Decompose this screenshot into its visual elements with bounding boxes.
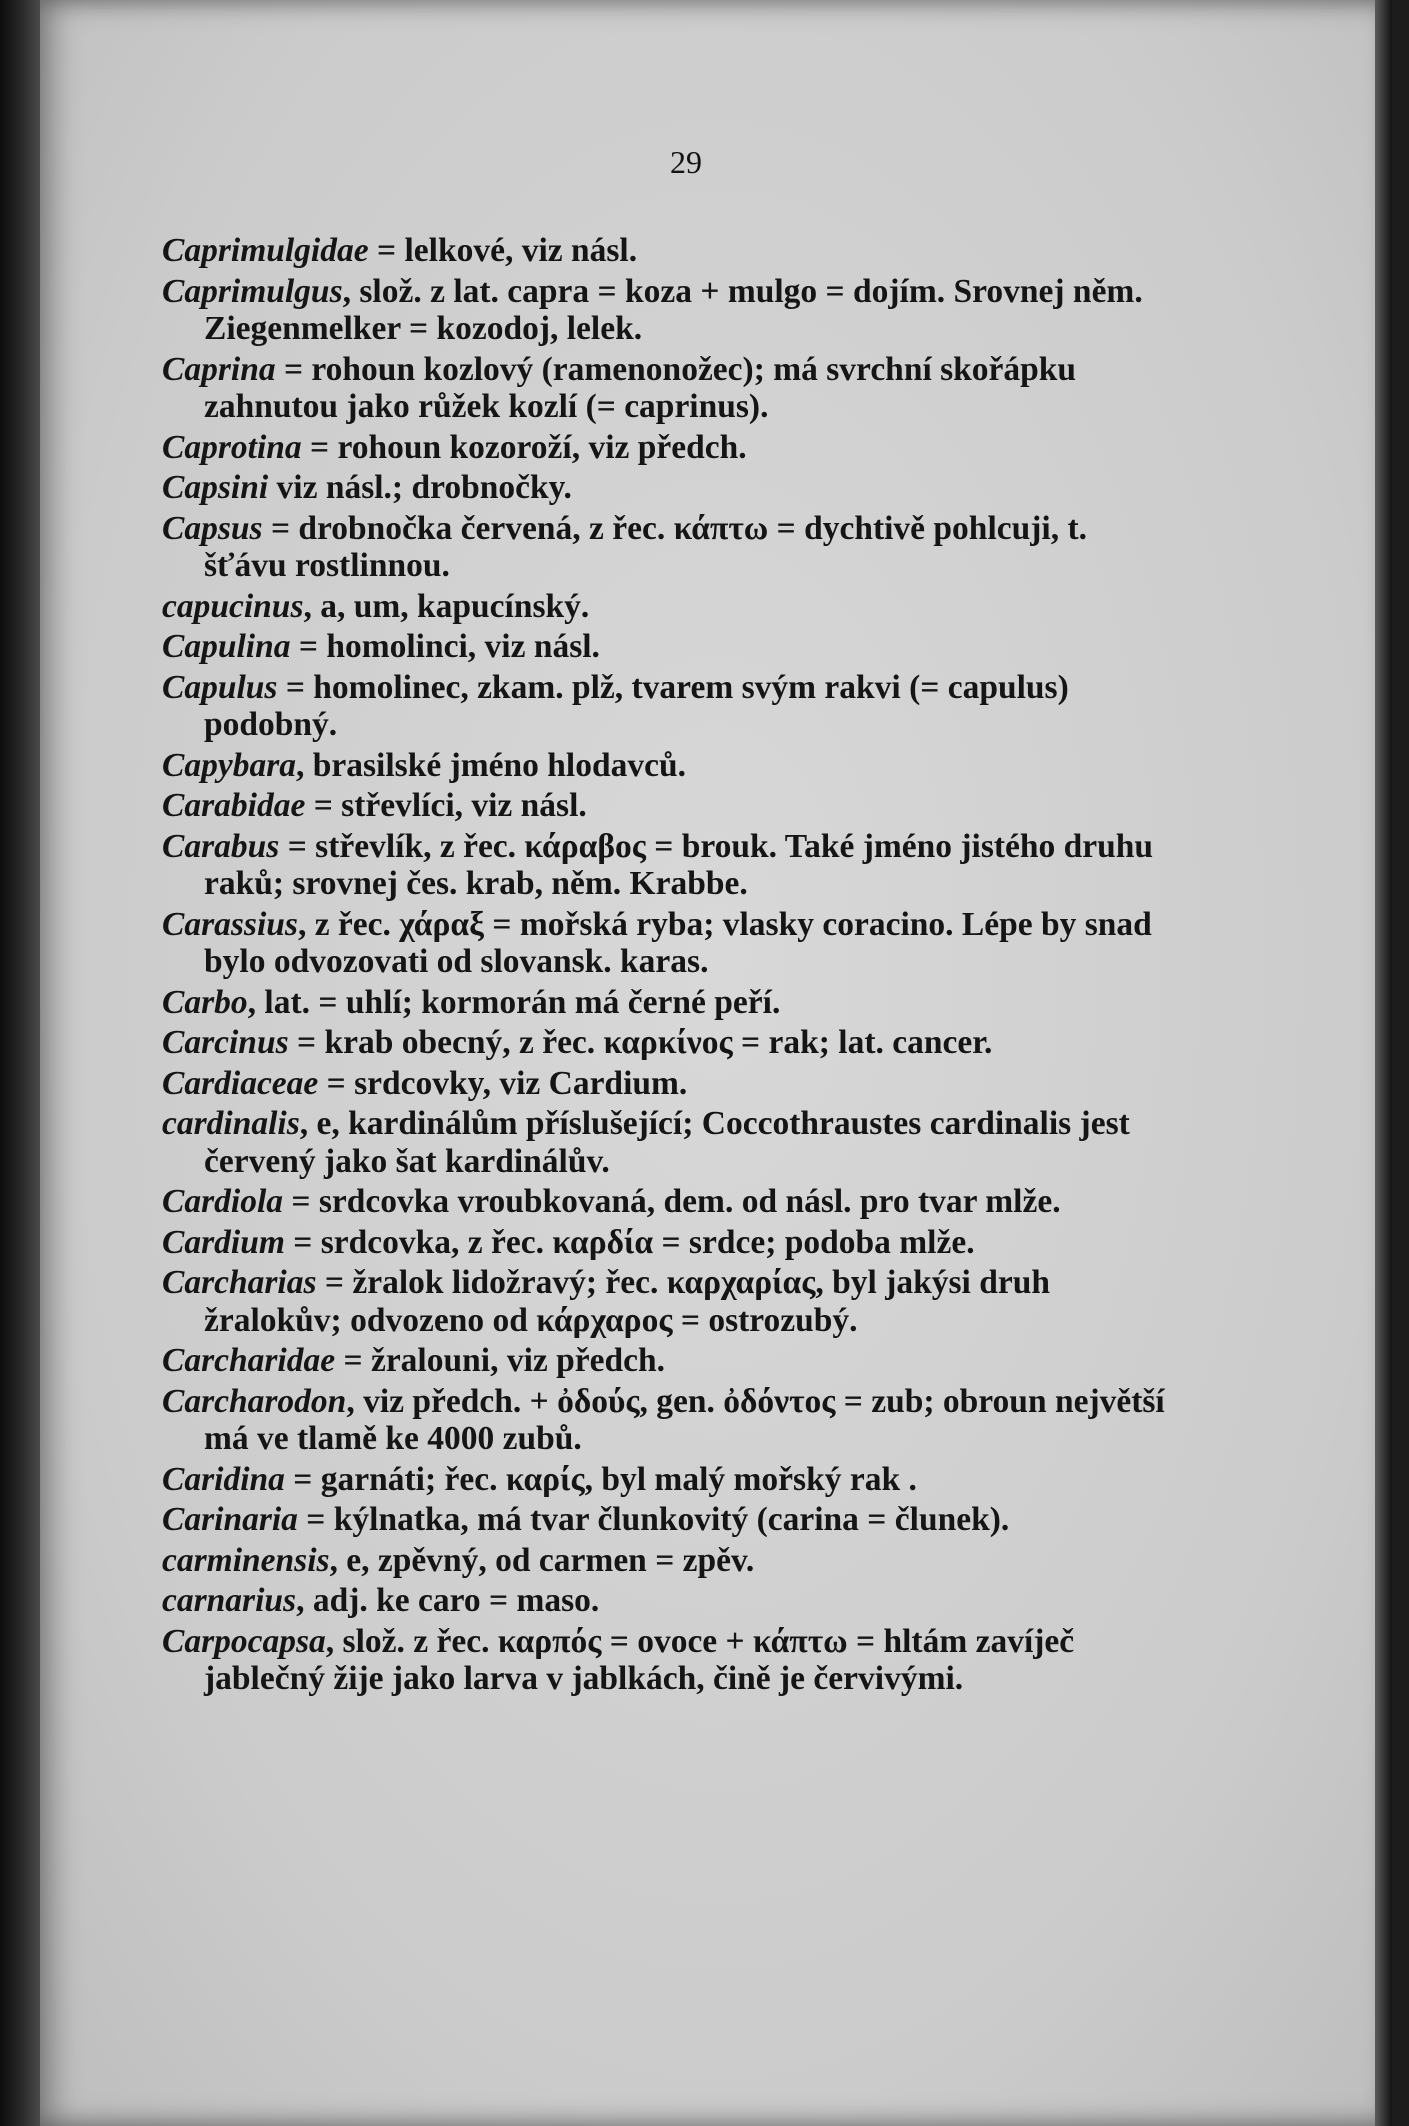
entry-text: , slož. z řec. καρπός = ovoce + κάπτω = hltám zavíječ jablečný žije jako larva v jablkách, čině je červivými.: [204, 1622, 1075, 1697]
entry-text: = žralouni, viz předch.: [335, 1342, 665, 1379]
entry-text: = garnáti; řec. καρίς, byl malý mořský rak .: [284, 1460, 917, 1498]
dictionary-entry: [162, 1224, 1172, 1262]
entry-text: , e, zpěvný, od carmen = zpěv.: [329, 1541, 755, 1579]
entry-text: = krab obecný, z řec. καρκίνος = rak; lat. cancer.: [288, 1024, 993, 1061]
dictionary-entries: [162, 232, 1172, 1698]
entry-text: viz násl.; drobnočky.: [268, 469, 572, 506]
entry-headword: Cardiaceae: [162, 1064, 319, 1102]
entry-headword: capucinus: [162, 587, 304, 625]
entry-text: = lelkové, viz násl.: [368, 232, 638, 269]
dictionary-entry: [162, 1542, 1172, 1580]
entry-headword: Cardiola: [162, 1183, 283, 1220]
dictionary-entry: [162, 510, 1172, 585]
entry-text: , viz předch. + ὀδούς, gen. ὀδόντος = zub; obroun největší má ve tlamě ke 4000 zubů.: [204, 1382, 1165, 1457]
entry-headword: carminensis: [162, 1541, 330, 1579]
entry-headword: Capulus: [162, 668, 278, 706]
dictionary-entry: [162, 1183, 1172, 1221]
entry-text: , a, um, kapucínský.: [303, 587, 590, 625]
page-edge-shadow: [1375, 0, 1392, 2126]
entry-headword: Carcharias: [162, 1264, 317, 1301]
dictionary-entry: [162, 787, 1172, 825]
dictionary-entry: [162, 669, 1172, 744]
entry-text: = drobnočka červená, z řec. κάπτω = dychtivě pohlcuji, t. šťávu rostlinnou.: [204, 509, 1087, 584]
dictionary-entry: [162, 984, 1172, 1022]
entry-text: = střevlík, z řec. κάραβος = brouk. Také jméno jistého druhu raků; srovnej čes. krab, něm. Krabbe.: [204, 827, 1154, 902]
entry-headword: Carassius: [162, 905, 298, 943]
entry-text: , slož. z lat. capra = koza + mulgo = dojím. Srovnej něm. Ziegenmelker = kozodoj, lelek.: [204, 272, 1143, 347]
entry-text: = homolinec, zkam. plž, tvarem svým rakvi (= capulus) podobný.: [204, 668, 1069, 743]
entry-text: = žralok lidožravý; řec. καρχαρίας, byl jakýsi druh žralokův; odvozeno od κάρχαρος = ostrozubý.: [204, 1264, 1050, 1339]
dictionary-entry: [162, 429, 1172, 467]
entry-headword: Carabidae: [162, 787, 306, 824]
entry-headword: Caprimulgidae: [162, 232, 369, 269]
dictionary-entry: [162, 1342, 1172, 1380]
dictionary-entry: [162, 232, 1172, 270]
entry-text: , e, kardinálům příslušející; Coccothraustes cardinalis jest červený jako šat kardinálův.: [204, 1105, 1130, 1180]
dictionary-entry: [162, 1105, 1172, 1180]
book-page: [40, 0, 1392, 2126]
entry-headword: Carpocapsa: [162, 1622, 326, 1660]
dictionary-entry: [162, 588, 1172, 626]
entry-headword: Carbo: [162, 983, 248, 1021]
entry-text: , adj. ke caro = maso.: [296, 1582, 600, 1619]
dictionary-entry: [162, 1501, 1172, 1539]
dictionary-entry: [162, 351, 1172, 426]
dictionary-entry: [162, 1065, 1172, 1103]
dictionary-entry: [162, 1264, 1172, 1339]
dictionary-entry: [162, 906, 1172, 981]
dictionary-entry: [162, 1024, 1172, 1062]
entry-text: , brasilské jméno hlodavců.: [296, 746, 686, 784]
entry-headword: Carinaria: [162, 1501, 298, 1538]
dictionary-entry: [162, 747, 1172, 785]
entry-headword: cardinalis: [162, 1105, 300, 1142]
book-spine-shadow: [0, 0, 40, 2126]
entry-headword: Caridina: [162, 1460, 285, 1498]
dictionary-entry: [162, 469, 1172, 507]
dictionary-entry: [162, 828, 1172, 903]
entry-headword: Carcharodon: [162, 1382, 347, 1420]
dictionary-entry: [162, 1623, 1172, 1698]
dictionary-entry: [162, 1582, 1172, 1620]
entry-text: = rohoun kozlový (ramenonožec); má svrchní skořápku zahnutou jako růžek kozlí (= caprinus).: [204, 350, 1077, 425]
page-number: 29: [670, 144, 702, 180]
entry-headword: Capybara: [162, 746, 296, 784]
entry-text: = střevlíci, viz násl.: [305, 787, 587, 824]
entry-text: = kýlnatka, má tvar člunkovitý (carina = člunek).: [297, 1501, 1010, 1538]
entry-text: = srdcovky, viz Cardium.: [318, 1064, 688, 1102]
entry-headword: Capsus: [162, 509, 263, 547]
entry-text: , z řec. χάραξ = mořská ryba; vlasky coracino. Lépe by snad bylo odvozovati od slovansk. karas.: [204, 905, 1152, 980]
dictionary-entry: [162, 273, 1172, 348]
entry-text: = srdcovka, z řec. καρδία = srdce; podoba mlže.: [284, 1223, 975, 1261]
entry-headword: Cardium: [162, 1223, 285, 1261]
entry-headword: Caprotina: [162, 428, 302, 466]
dictionary-entry: [162, 1461, 1172, 1499]
dictionary-entry: [162, 1383, 1172, 1458]
entry-headword: Caprina: [162, 350, 276, 388]
entry-headword: Carabus: [162, 827, 280, 865]
dictionary-entry: [162, 628, 1172, 666]
entry-headword: Carcinus: [162, 1024, 289, 1061]
entry-text: , lat. = uhlí; kormorán má černé peří.: [247, 983, 781, 1021]
entry-headword: carnarius: [162, 1582, 297, 1619]
entry-headword: Carcharidae: [162, 1342, 336, 1379]
entry-text: = homolinci, viz násl.: [290, 628, 600, 665]
entry-headword: Capulina: [162, 628, 291, 665]
entry-text: = rohoun kozoroží, viz předch.: [301, 428, 747, 466]
entry-headword: Capsini: [162, 469, 269, 506]
entry-headword: Caprimulgus: [162, 272, 343, 310]
entry-text: = srdcovka vroubkovaná, dem. od násl. pro tvar mlže.: [283, 1183, 1061, 1220]
